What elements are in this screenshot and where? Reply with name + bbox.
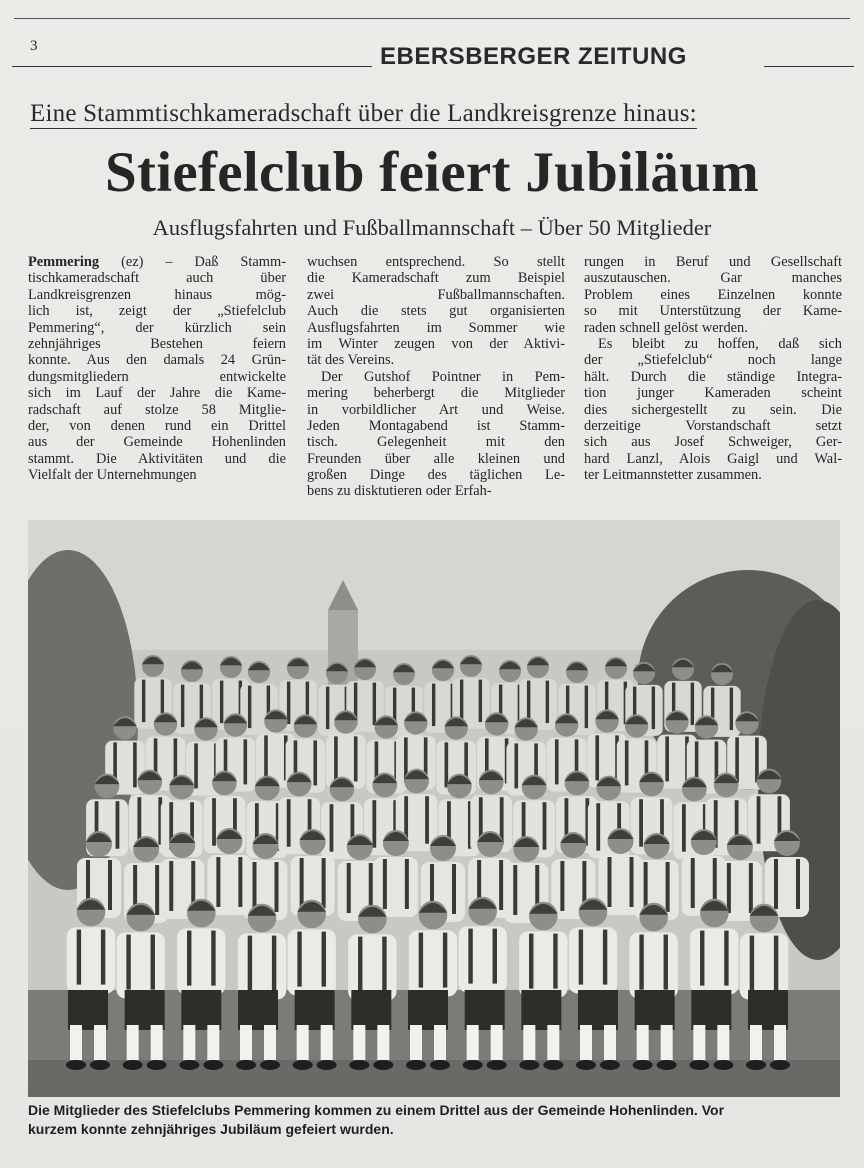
article-line: großen Dinge des täglichen Le- [307, 467, 565, 484]
photo-person-shoe [463, 1060, 483, 1070]
photo-person-sock [523, 1025, 535, 1060]
photo-person-suspender [630, 857, 634, 907]
photo-person-suspender [358, 937, 362, 992]
photo-person-suspender [664, 935, 668, 990]
photo-person-suspender [326, 687, 329, 730]
photo-person-suspender [313, 740, 317, 785]
article-line: konnte. Aus den damals 24 Grün- [28, 352, 286, 369]
photo-person-suspender [244, 739, 248, 784]
photo-person-suspender [211, 931, 215, 986]
photo-person-lederhosen [125, 990, 165, 1030]
article-line: in vorbildlicher Art und Weise. [307, 401, 565, 418]
article-line: zwei Fußballmannschaften. [307, 286, 565, 303]
photo-person-lederhosen [351, 990, 391, 1030]
photo-person-shirt [690, 928, 738, 994]
photo-person-suspender [529, 934, 533, 989]
photo-person-suspender [757, 796, 761, 844]
photo-person-shoe [633, 1060, 653, 1070]
article-line: tischkameradschaft auch über [28, 270, 286, 287]
photo-person-sock [321, 1025, 333, 1060]
photo-person-suspender [264, 735, 268, 780]
photo-person-sock [661, 1025, 673, 1060]
article-line: derzeitige Vorstandschaft setzt [584, 417, 842, 434]
photo-person-suspender [499, 860, 503, 910]
article-line: im Winter zeugen von der Aktivi- [307, 335, 565, 352]
photo-person-sock [491, 1025, 503, 1060]
article-line: radschaft auf stolze 58 Mitglie- [28, 401, 286, 418]
photo-person-suspender [238, 857, 242, 907]
article-line: stammt. Die Aktivitäten und die [28, 450, 286, 467]
photo-person-sock [151, 1025, 163, 1060]
article-line: Freunden über alle kleinen und [307, 450, 565, 467]
photo-person-suspender [639, 935, 643, 990]
photo-person-suspender [730, 688, 733, 731]
article-kicker [30, 100, 840, 128]
photo-person-suspender [691, 858, 695, 908]
article-line: tion junger Kameraden scheint [584, 385, 842, 402]
photo-person-suspender [479, 680, 482, 723]
kicker-text: Eine Stammtischkameradschaft über die Landkreisgrenze hinaus: [30, 100, 697, 127]
photo-person-suspender [665, 736, 669, 781]
photo-person-suspender [595, 735, 599, 780]
photo-person-suspender [724, 931, 728, 986]
photo-person-suspender [546, 681, 549, 724]
photo-person-suspender [322, 858, 326, 908]
article-line: dungsmitgliedern entwickelte [28, 368, 286, 385]
photo-person-suspender [493, 929, 497, 984]
photo-person-suspender [468, 929, 472, 984]
photo-person-sock [127, 1025, 139, 1060]
photo-person-suspender [108, 860, 112, 910]
photo-person-lederhosen [68, 990, 108, 1030]
article-line: dies sichergestellt zu sein. Die [584, 401, 842, 418]
photo-person-shoe [770, 1060, 790, 1070]
article-line: auszutauschen. Gar manches [584, 270, 842, 287]
group-photo [28, 520, 840, 1097]
article-line: tisch. Gelegenheit mit den [307, 434, 565, 451]
photo-person-shoe [543, 1060, 563, 1070]
article-line: Pemmering“, der kürzlich sein [28, 319, 286, 336]
photo-person-suspender [750, 936, 754, 991]
photo-person-shoe [657, 1060, 677, 1070]
photo-person-suspender [774, 859, 778, 909]
article-line: Landkreisgrenzen hinaus mög- [28, 286, 286, 303]
photo-person-suspender [334, 736, 338, 781]
photo-person-suspender [220, 681, 223, 724]
article-column-1 [28, 254, 286, 483]
photo-person-suspender [652, 687, 655, 730]
photo-person-lederhosen [181, 990, 221, 1030]
photo-person-suspender [445, 742, 449, 787]
article-line: der, von denen rund ein Drittel [28, 417, 286, 434]
photo-person-suspender [579, 930, 583, 985]
photo-person-sock [774, 1025, 786, 1060]
photo-person-shirt [629, 932, 677, 998]
article-line: rungen in Beruf und Gesellschaft [584, 254, 842, 270]
photo-person-suspender [297, 932, 301, 987]
article-line: Es bleibt zu hoffen, daß sich [598, 335, 842, 352]
photo-person-suspender [727, 863, 731, 913]
article-line: Ausflugsfahrten im Sommer wie [307, 319, 565, 336]
page-number: 3 [30, 38, 38, 54]
photo-person-shoe [689, 1060, 709, 1070]
article-line: Problem eines Einzelnen konnte [584, 286, 842, 303]
photo-person-shirt [287, 929, 335, 995]
photo-person-sock [264, 1025, 276, 1060]
photo-person-shoe [373, 1060, 393, 1070]
article-line: hält. Durch die ständige Integra- [584, 368, 842, 385]
article-line: der „Stiefelclub“ noch lange [584, 352, 842, 369]
photo-person-sock [353, 1025, 365, 1060]
photo-person-suspender [796, 859, 800, 909]
photo-person-suspender [405, 859, 409, 909]
photo-person-lederhosen [238, 990, 278, 1030]
photo-person-suspender [443, 933, 447, 988]
photo-person-sock [70, 1025, 82, 1060]
photo-person-lederhosen [521, 990, 561, 1030]
photo-person-shirt [458, 926, 506, 992]
photo-person-shoe [236, 1060, 256, 1070]
photo-person-shirt [519, 931, 567, 997]
photo-person-lederhosen [691, 990, 731, 1030]
photo-person-suspender [514, 743, 518, 788]
photo-person-shoe [746, 1060, 766, 1070]
photo-person-lederhosen [408, 990, 448, 1030]
dateline: Pemmering [28, 254, 100, 270]
photo-person-suspender [774, 936, 778, 991]
photo-person-suspender [608, 857, 612, 907]
photo-person-shoe [713, 1060, 733, 1070]
photo-person-suspender [603, 930, 607, 985]
group-photo-image [28, 520, 840, 1097]
article-line: Auch die stets gut organisierten [307, 303, 565, 320]
masthead: EBERSBERGER ZEITUNG [380, 43, 687, 70]
article-headline: Stiefelclub feiert Jubiläum [104, 141, 760, 204]
photo-person-suspender [625, 740, 629, 785]
photo-person-sock [434, 1025, 446, 1060]
article-line: zehnjähriges Bestehen feiern [28, 335, 286, 352]
photo-person-suspender [527, 681, 530, 724]
photo-person-sock [580, 1025, 592, 1060]
photo-person-suspender [253, 862, 257, 912]
photo-person-sock [183, 1025, 195, 1060]
article-line: Jeden Montagabend ist Stamm- [307, 417, 565, 434]
masthead-rule-left [12, 66, 372, 67]
photo-person-suspender [272, 936, 276, 991]
photo-person-sock [297, 1025, 309, 1060]
photo-person-suspender [432, 684, 435, 727]
photo-person-suspender [248, 686, 251, 729]
article-column-3 [584, 254, 842, 483]
photo-person-suspender [116, 801, 120, 849]
photo-person-suspender [553, 934, 557, 989]
photo-person-lederhosen [295, 990, 335, 1030]
photo-person-suspender [194, 743, 198, 788]
photo-person-suspender [555, 739, 559, 784]
photo-person-sock [604, 1025, 616, 1060]
photo-person-lederhosen [578, 990, 618, 1030]
photo-person-suspender [126, 935, 130, 990]
photo-person-sock [717, 1025, 729, 1060]
article-line: so mit Unterstützung der Kame- [584, 303, 842, 320]
photo-person-shirt [409, 930, 457, 996]
masthead-rule-right [764, 66, 854, 67]
photo-person-shirt [238, 933, 286, 999]
photo-person-suspender [682, 804, 686, 852]
article-line: aus der Gemeinde Hohenlinden [28, 434, 286, 451]
photo-person-shirt [67, 927, 115, 993]
top-rule [14, 18, 850, 19]
photo-person-suspender [460, 680, 463, 723]
photo-person-shoe [519, 1060, 539, 1070]
photo-person-suspender [700, 931, 704, 986]
photo-person-suspender [347, 863, 351, 913]
photo-person-suspender [300, 858, 304, 908]
photo-person-shoe [317, 1060, 337, 1070]
article-line: sich im Lauf der Jahre die Kame- [28, 385, 286, 402]
article-line: sich aus Josef Schweiger, Ger- [584, 434, 842, 451]
photo-person-suspender [419, 933, 423, 988]
photo-caption [28, 1101, 848, 1139]
article-line: bens zu disktutieren oder Erfah- [307, 483, 492, 500]
photo-person-suspender [666, 862, 670, 912]
photo-person-shoe [123, 1060, 143, 1070]
photo-person-sock [637, 1025, 649, 1060]
photo-person-sock [207, 1025, 219, 1060]
article-column-2 [307, 254, 565, 500]
photo-person-shirt [740, 933, 788, 999]
photo-person-suspender [513, 865, 517, 915]
photo-person-sock [693, 1025, 705, 1060]
photo-person-suspender [425, 796, 429, 844]
article-line: Vielfalt der Unternehmungen [28, 467, 197, 484]
photo-person-sock [377, 1025, 389, 1060]
photo-person-suspender [735, 737, 739, 782]
article-body [28, 254, 842, 504]
photo-person-shoe [147, 1060, 167, 1070]
photo-person-suspender [275, 862, 279, 912]
article-subheadline: Ausflugsfahrten und Fußballmannschaft – Über 50 Mitglieder [152, 215, 712, 240]
photo-person-suspender [322, 932, 326, 987]
photo-person-suspender [330, 804, 334, 852]
photo-person-suspender [382, 937, 386, 992]
photo-person-suspender [543, 802, 547, 850]
photo-person-shoe [487, 1060, 507, 1070]
photo-person-sock [94, 1025, 106, 1060]
article-line: mering beherbergt die Mitglieder [307, 385, 565, 402]
article-line: tät des Vereins. [307, 352, 395, 369]
caption-line-2: kurzem konnte zehnjähriges Jubiläum gefeiert wurden. [28, 1121, 394, 1137]
article-line: die Kameradschaft zum Beispiel [307, 270, 565, 287]
photo-person-shoe [66, 1060, 86, 1070]
photo-person-shoe [203, 1060, 223, 1070]
caption-line-1: Die Mitglieder des Stiefelclubs Pemmering kommen zu einem Drittel aus der Gemeinde Hohenlinden. Vor [28, 1102, 725, 1118]
photo-person-shoe [349, 1060, 369, 1070]
photo-person-suspender [216, 857, 220, 907]
photo-person-suspender [155, 865, 159, 915]
article-line: Pemmering (ez) – Daß Stamm- [28, 254, 286, 270]
photo-person-suspender [383, 859, 387, 909]
photo-person-suspender [187, 931, 191, 986]
photo-person-sock [240, 1025, 252, 1060]
photo-person-suspender [452, 864, 456, 914]
photo-person-sock [547, 1025, 559, 1060]
photo-person-sock [410, 1025, 422, 1060]
photo-person-suspender [372, 800, 376, 848]
article-line: ter Leitmannstetter zusammen. [584, 467, 762, 484]
photo-person-suspender [560, 861, 564, 911]
article-line: Der Gutshof Pointner in Pem- [321, 368, 565, 385]
photo-person-shoe [600, 1060, 620, 1070]
photo-person-suspender [596, 803, 600, 851]
photo-person-suspender [691, 683, 694, 726]
photo-person-shoe [260, 1060, 280, 1070]
photo-person-suspender [373, 683, 376, 726]
photo-person-suspender [287, 682, 290, 725]
photo-person-suspender [585, 686, 588, 729]
photo-person-suspender [101, 930, 105, 985]
photo-person-suspender [248, 936, 252, 991]
photo-person-shoe [406, 1060, 426, 1070]
photo-person-shirt [116, 932, 164, 998]
photo-person-suspender [181, 685, 184, 728]
photo-person-sock [467, 1025, 479, 1060]
photo-person-suspender [287, 799, 291, 847]
photo-person-suspender [169, 861, 173, 911]
photo-person-shoe [576, 1060, 596, 1070]
photo-person-suspender [133, 742, 137, 787]
photo-person-shirt [569, 927, 617, 993]
photo-person-suspender [151, 935, 155, 990]
photo-person-shoe [430, 1060, 450, 1070]
photo-person-suspender [639, 799, 643, 847]
photo-person-suspender [77, 930, 81, 985]
photo-person-suspender [142, 680, 145, 723]
article-line: wuchsen entsprechend. So stellt [307, 254, 565, 270]
photo-person-shoe [90, 1060, 110, 1070]
article-line: raden schnell gelöst werden. [584, 319, 748, 336]
photo-person-shirt [177, 928, 225, 994]
photo-person-lederhosen [465, 990, 505, 1030]
photo-person-suspender [749, 863, 753, 913]
photo-person-shoe [293, 1060, 313, 1070]
article-line: hard Lanzl, Alois Gaigl und Wal- [584, 450, 842, 467]
photo-person-sock [750, 1025, 762, 1060]
photo-person-shoe [179, 1060, 199, 1070]
photo-person-suspender [212, 798, 216, 846]
photo-person-suspender [354, 736, 358, 781]
article-line: lich ist, zeigt der „Stiefelclub [28, 303, 286, 320]
photo-person-lederhosen [748, 990, 788, 1030]
photo-person-lederhosen [635, 990, 675, 1030]
